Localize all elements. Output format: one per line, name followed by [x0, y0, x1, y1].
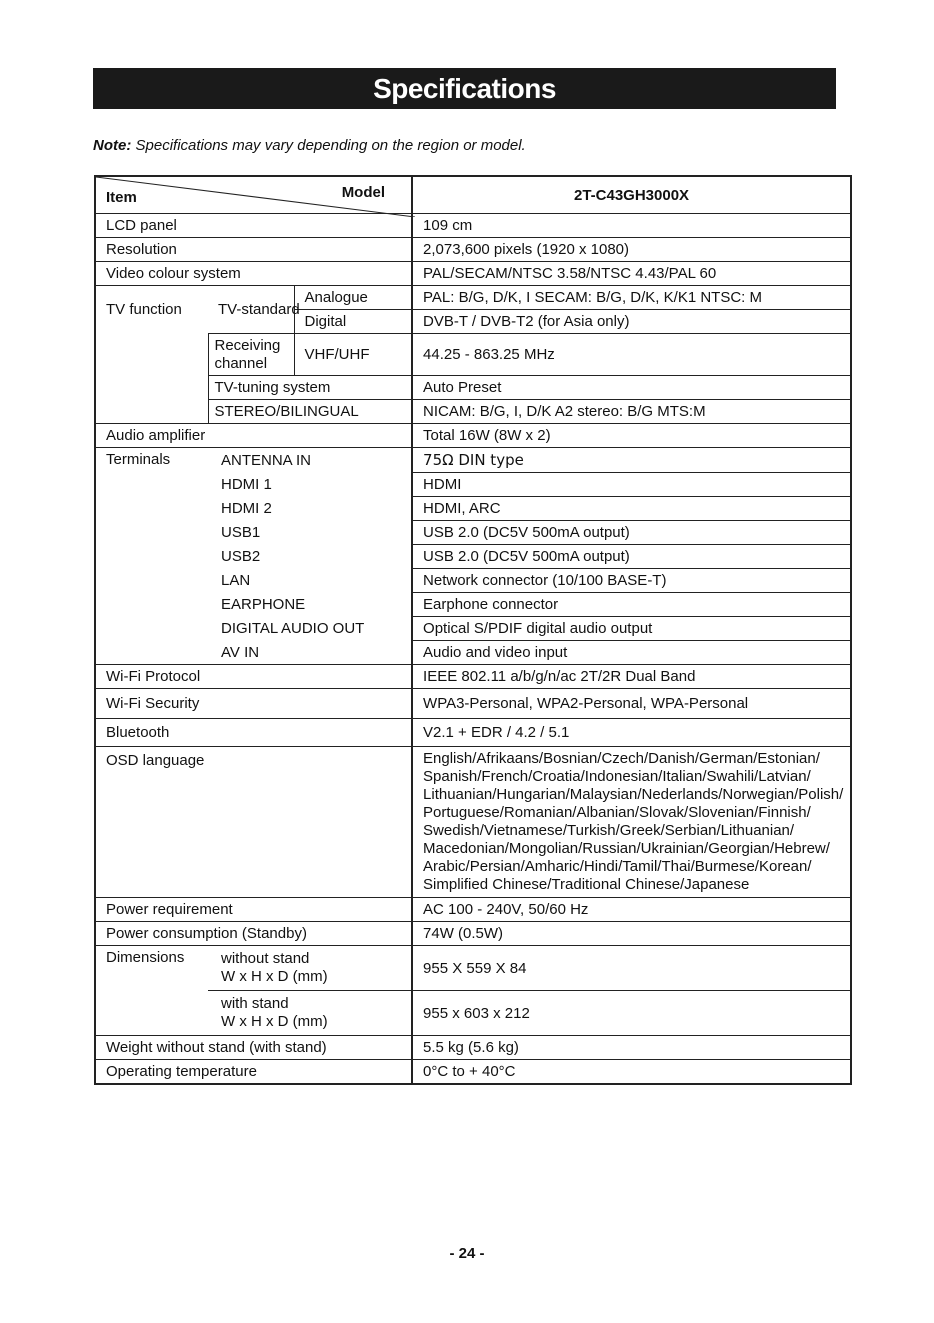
page-title: Specifications	[373, 72, 556, 104]
empty-cell	[95, 569, 208, 593]
receiving-line1: Receiving	[214, 337, 281, 354]
osd-line: Swedish/Vietnamese/Turkish/Greek/Serbian/Lithuanian/	[423, 822, 795, 839]
row-value: Optical S/PDIF digital audio output	[412, 617, 851, 641]
row-label: OSD language	[95, 747, 412, 898]
osd-line: Portuguese/Romanian/Albanian/Slovak/Slovenian/Finnish/	[423, 804, 811, 821]
table-row	[95, 262, 851, 286]
terminals-label: Terminals	[95, 448, 208, 473]
with-stand-line1: with stand	[221, 995, 289, 1012]
row-value: USB 2.0 (DC5V 500mA output)	[412, 545, 851, 569]
row-value: Network connector (10/100 BASE-T)	[412, 569, 851, 593]
empty-cell	[95, 473, 208, 497]
table-row	[95, 641, 851, 665]
terminal-label: AV IN	[208, 641, 412, 665]
table-header-row	[95, 176, 851, 214]
receiving-channel-label	[208, 334, 294, 376]
table-row	[95, 497, 851, 521]
table-row	[95, 747, 851, 898]
empty-cell	[95, 617, 208, 641]
stereo-label: STEREO/BILINGUAL	[208, 400, 412, 424]
row-value: Earphone connector	[412, 593, 851, 617]
row-value: Auto Preset	[412, 376, 851, 400]
empty-cell	[95, 376, 208, 400]
terminal-label: ANTENNA IN	[208, 448, 412, 473]
table-row	[95, 922, 851, 946]
terminal-label: DIGITAL AUDIO OUT	[221, 620, 365, 637]
row-value: 955 X 559 X 84	[412, 946, 851, 991]
row-label: Wi-Fi Security	[95, 689, 412, 719]
row-label: Resolution	[95, 238, 412, 262]
page-title-bar	[93, 68, 836, 109]
table-row	[95, 898, 851, 922]
empty-cell	[95, 545, 208, 569]
without-stand-label	[208, 946, 412, 991]
without-stand-line2: W x H x D (mm)	[221, 968, 328, 985]
row-value: V2.1 + EDR / 4.2 / 5.1	[412, 719, 851, 747]
osd-line: English/Afrikaans/Bosnian/Czech/Danish/German/Estonian/	[423, 750, 820, 767]
row-value: HDMI	[412, 473, 851, 497]
osd-line: Lithuanian/Hungarian/Malaysian/Nederlands/Norwegian/Polish/	[423, 786, 844, 803]
table-row	[95, 545, 851, 569]
row-value: Total 16W (8W x 2)	[412, 424, 851, 448]
row-label: Power requirement	[95, 898, 412, 922]
analogue-label: Analogue	[294, 286, 412, 310]
osd-line: Spanish/French/Croatia/Indonesian/Italian/Swahili/Latvian/	[423, 768, 811, 785]
row-value: DVB-T / DVB-T2 (for Asia only)	[412, 310, 851, 334]
table-row	[95, 214, 851, 238]
page-number: - 24 -	[449, 1245, 485, 1262]
row-label: Audio amplifier	[95, 424, 412, 448]
empty-cell	[95, 593, 208, 617]
specifications-table	[94, 175, 852, 1085]
row-label: Bluetooth	[95, 719, 412, 747]
table-row	[95, 1060, 851, 1085]
row-value: PAL/SECAM/NTSC 3.58/NTSC 4.43/PAL 60	[412, 262, 851, 286]
tuning-system-label: TV-tuning system	[208, 376, 412, 400]
table-row	[95, 665, 851, 689]
row-label: Operating temperature	[95, 1060, 412, 1085]
row-value: PAL: B/G, D/K, I SECAM: B/G, D/K, K/K1 NTSC: M	[412, 286, 851, 310]
row-value: 44.25 - 863.25 MHz	[412, 334, 851, 376]
table-row	[95, 617, 851, 641]
row-value	[412, 448, 851, 473]
tv-function-label: TV function	[95, 286, 208, 334]
row-value: 5.5 kg (5.6 kg)	[412, 1036, 851, 1060]
table-row	[95, 424, 851, 448]
row-label: Weight without stand (with stand)	[95, 1036, 412, 1060]
digital-label: Digital	[294, 310, 412, 334]
table-row	[95, 473, 851, 497]
row-value: HDMI, ARC	[412, 497, 851, 521]
dimensions-label: Dimensions	[95, 946, 208, 991]
table-row	[95, 1036, 851, 1060]
empty-cell	[95, 497, 208, 521]
osd-line: Simplified Chinese/Traditional Chinese/Japanese	[423, 876, 750, 893]
table-row	[95, 286, 851, 310]
model-name: 2T-C43GH3000X	[412, 176, 851, 214]
without-stand-line1: without stand	[221, 950, 310, 967]
receiving-line2: channel	[214, 355, 268, 372]
row-value: 2,073,600 pixels (1920 x 1080)	[412, 238, 851, 262]
table-row	[95, 448, 851, 473]
note-label: Note:	[93, 137, 132, 154]
model-header: Model	[341, 184, 386, 201]
osd-line: Macedonian/Mongolian/Russian/Ukrainian/Georgian/Hebrew/	[423, 840, 830, 857]
with-stand-label	[208, 991, 412, 1036]
note	[93, 137, 526, 154]
empty-cell	[95, 521, 208, 545]
terminal-label: LAN	[221, 572, 251, 589]
row-value: Audio and video input	[412, 641, 851, 665]
row-value: IEEE 802.11 a/b/g/n/ac 2T/2R Dual Band	[412, 665, 851, 689]
empty-cell	[95, 334, 208, 376]
osd-language-value	[412, 747, 851, 898]
band-label: VHF/UHF	[294, 334, 412, 376]
row-value: NICAM: B/G, I, D/K A2 stereo: B/G MTS:M	[412, 400, 851, 424]
row-label: Wi-Fi Protocol	[95, 665, 412, 689]
note-text: Specifications may vary depending on the region or model.	[135, 137, 526, 154]
row-label: LCD panel	[95, 214, 412, 238]
table-row	[95, 376, 851, 400]
table-row	[95, 593, 851, 617]
row-value: AC 100 - 240V, 50/60 Hz	[412, 898, 851, 922]
table-row	[95, 334, 851, 376]
row-value: 109 cm	[412, 214, 851, 238]
row-label: Video colour system	[95, 262, 412, 286]
table-row	[95, 400, 851, 424]
terminal-label: USB2	[221, 548, 261, 565]
tv-standard-label: TV-standard	[208, 286, 294, 334]
item-header: Item	[106, 189, 137, 206]
row-label: Power consumption (Standby)	[95, 922, 412, 946]
osd-line: Arabic/Persian/Amharic/Hindi/Tamil/Thai/Burmese/Korean/	[423, 858, 812, 875]
table-row	[95, 569, 851, 593]
terminal-label: EARPHONE	[221, 596, 306, 613]
table-row	[95, 238, 851, 262]
table-row	[95, 946, 851, 991]
empty-cell	[95, 641, 208, 665]
row-value: 0°C to + 40°C	[412, 1060, 851, 1085]
row-value: 955 x 603 x 212	[412, 991, 851, 1036]
empty-cell	[95, 400, 208, 424]
table-row	[95, 719, 851, 747]
table-row	[95, 991, 851, 1036]
terminal-label: HDMI 1	[221, 476, 272, 493]
empty-cell	[95, 991, 208, 1036]
table-row	[95, 521, 851, 545]
row-value: USB 2.0 (DC5V 500mA output)	[412, 521, 851, 545]
row-value: WPA3-Personal, WPA2-Personal, WPA-Personal	[412, 689, 851, 719]
item-model-header-cell	[95, 176, 412, 214]
terminal-label: USB1	[221, 524, 261, 541]
terminal-value: 75Ω DIN type	[423, 451, 524, 469]
row-value: 74W (0.5W)	[412, 922, 851, 946]
with-stand-line2: W x H x D (mm)	[221, 1013, 328, 1030]
table-row	[95, 689, 851, 719]
terminal-label: HDMI 2	[221, 500, 272, 517]
